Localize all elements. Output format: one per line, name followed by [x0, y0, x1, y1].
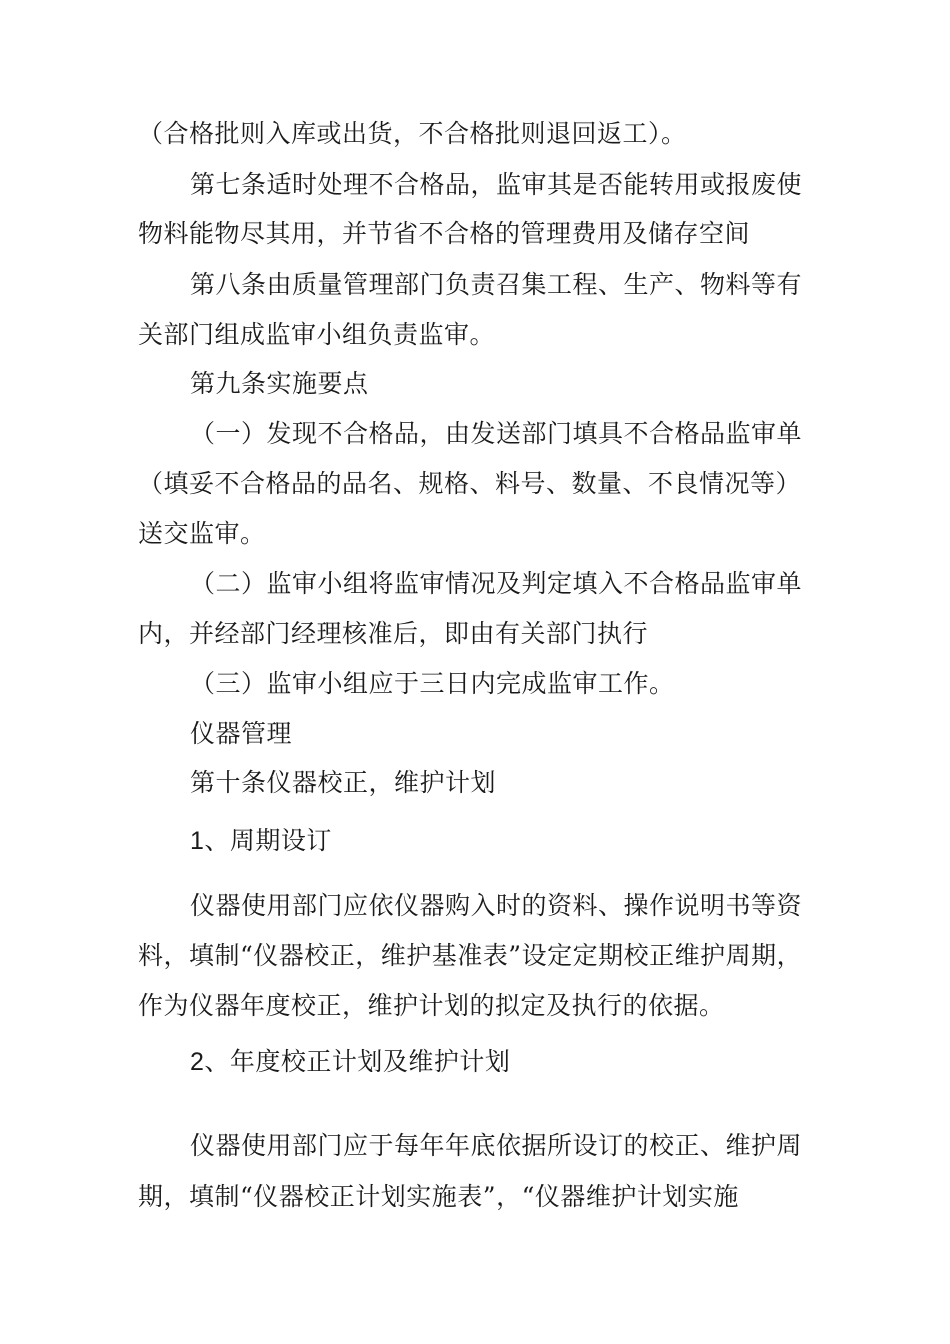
paragraph-line: 仪器使用部门应于每年年底依据所设订的校正、维护周	[190, 1131, 803, 1160]
item-3-line: （三）监审小组应于三日内完成监审工作。	[190, 669, 675, 698]
subsection-2-heading: 2、年度校正计划及维护计划	[190, 1048, 511, 1076]
article-8-line: 第八条由质量管理部门负责召集工程、生产、物料等有	[190, 270, 803, 299]
paragraph-line: 料，填制“仪器校正，维护基准表”设定定期校正维护周期，	[138, 941, 803, 970]
subsection-1-heading: 1、周期设订	[190, 827, 332, 855]
article-7-line: 第七条适时处理不合格品，监审其是否能转用或报废使	[190, 170, 803, 199]
paragraph-line: 内，并经部门经理核准后，即由有关部门执行	[138, 619, 649, 648]
paragraph-line: 作为仪器年度校正，维护计划的拟定及执行的依据。	[138, 991, 725, 1020]
paragraph-line: 期，填制“仪器校正计划实施表”，“仪器维护计划实施	[138, 1182, 739, 1211]
item-2-line: （二）监审小组将监审情况及判定填入不合格品监审单	[190, 569, 803, 598]
paragraph-line: （填妥不合格品的品名、规格、料号、数量、不良情况等）	[138, 469, 802, 498]
paragraph-line: 送交监审。	[138, 519, 266, 548]
paragraph-line: 仪器使用部门应依仪器购入时的资料、操作说明书等资	[190, 891, 803, 920]
section-heading: 仪器管理	[190, 719, 293, 748]
item-1-line: （一）发现不合格品，由发送部门填具不合格品监审单	[190, 419, 803, 448]
article-9-heading: 第九条实施要点	[190, 369, 369, 398]
paragraph-line: （合格批则入库或出货，不合格批则退回返工）。	[138, 119, 687, 148]
article-10-heading: 第十条仪器校正，维护计划	[190, 768, 497, 797]
paragraph-line: 物料能物尽其用，并节省不合格的管理费用及储存空间	[138, 219, 751, 248]
paragraph-line: 关部门组成监审小组负责监审。	[138, 320, 496, 349]
